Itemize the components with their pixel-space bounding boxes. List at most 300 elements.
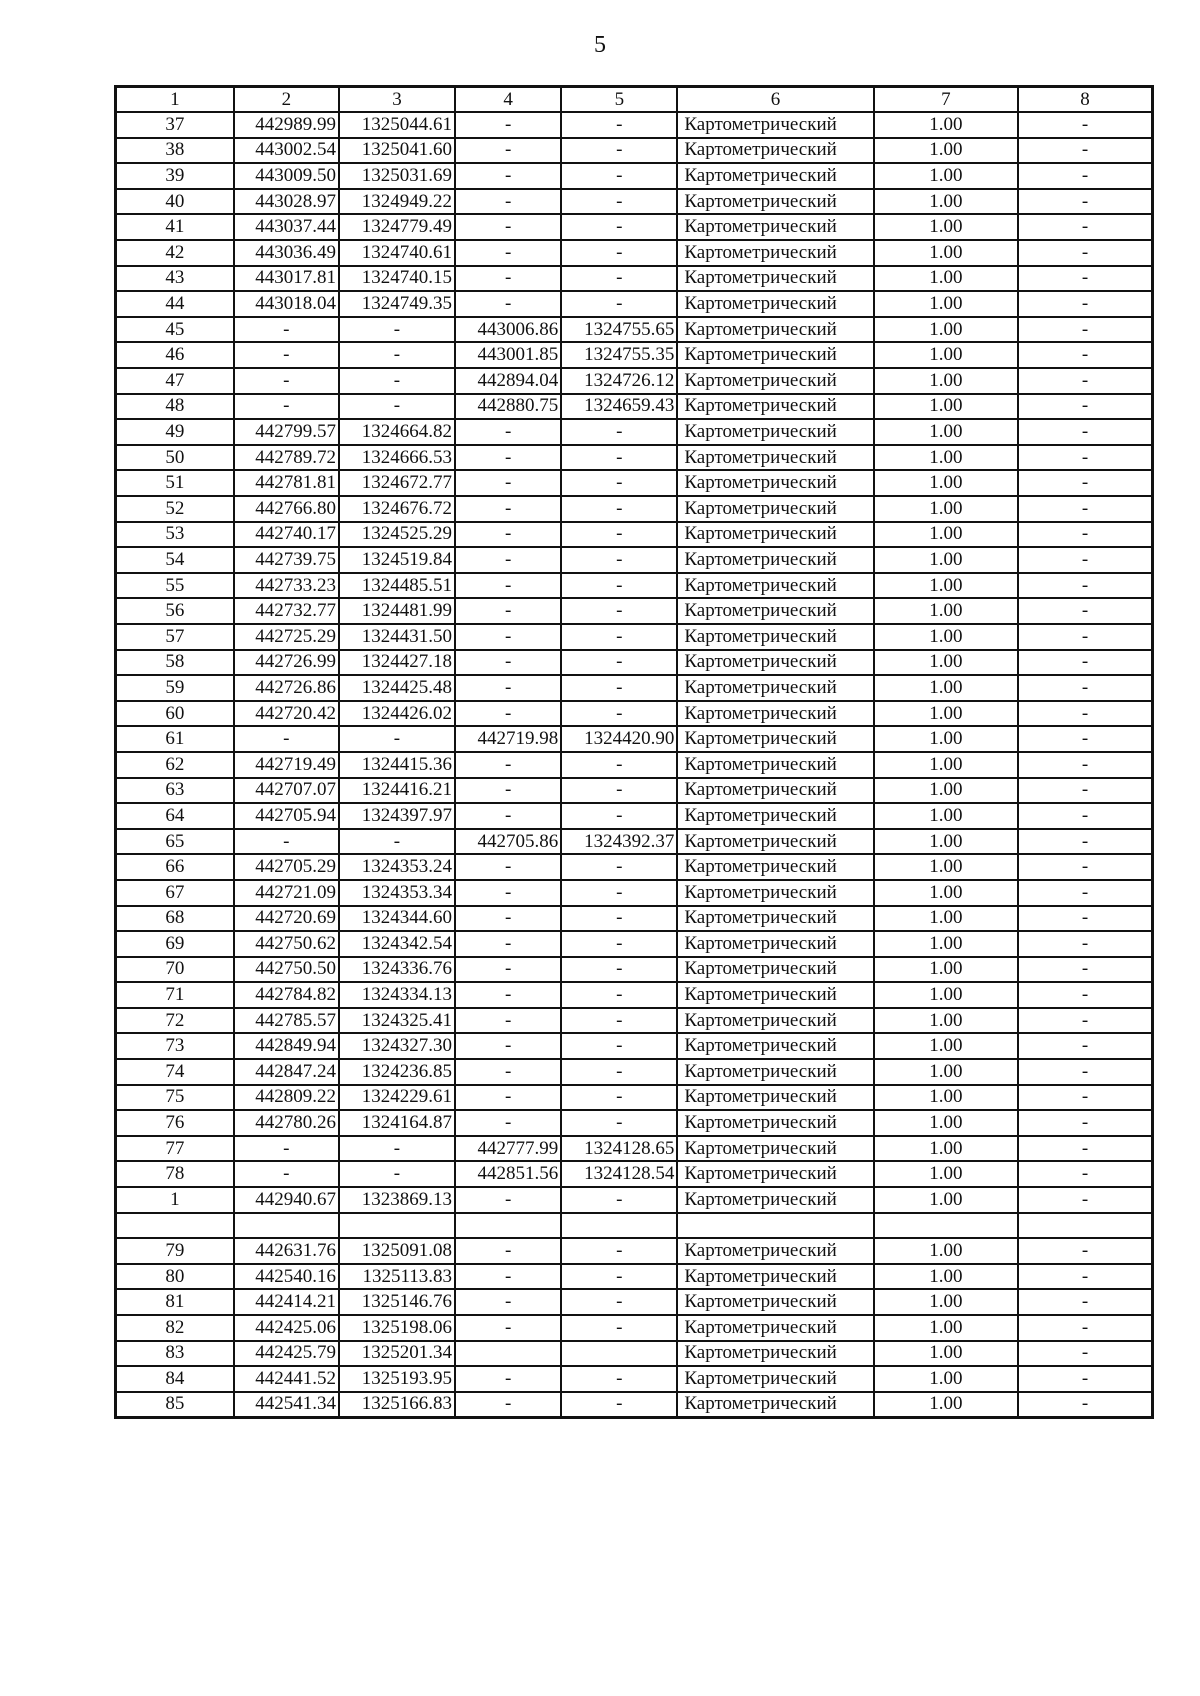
accuracy-cell: 1.00 bbox=[874, 266, 1018, 292]
x-coord-alt-cell: 442705.86 bbox=[455, 829, 561, 855]
y-coord-alt-cell: 1324659.43 bbox=[561, 394, 677, 420]
x-coord-alt-cell: 443001.85 bbox=[455, 342, 561, 368]
point-number-cell: 1 bbox=[116, 1187, 234, 1213]
y-coord-alt-cell: 1324392.37 bbox=[561, 829, 677, 855]
accuracy-cell: 1.00 bbox=[874, 240, 1018, 266]
point-number-cell: 46 bbox=[116, 342, 234, 368]
accuracy-cell: 1.00 bbox=[874, 1264, 1018, 1290]
table-row bbox=[116, 957, 1153, 983]
x-coord-alt-cell: - bbox=[455, 982, 561, 1008]
x-coord-alt-cell bbox=[455, 1341, 561, 1367]
accuracy-cell: 1.00 bbox=[874, 394, 1018, 420]
accuracy-cell: 1.00 bbox=[874, 522, 1018, 548]
method-cell: Картометрический bbox=[677, 1059, 873, 1085]
x-coord-alt-cell: - bbox=[455, 1289, 561, 1315]
y-coord-alt-cell: - bbox=[561, 496, 677, 522]
note-cell: - bbox=[1018, 317, 1153, 343]
point-number-cell: 61 bbox=[116, 726, 234, 752]
method-cell: Картометрический bbox=[677, 1289, 873, 1315]
method-cell: Картометрический bbox=[677, 189, 873, 215]
table-row bbox=[116, 317, 1153, 343]
table-row bbox=[116, 1213, 1153, 1239]
y-coord-cell: 1324353.24 bbox=[339, 854, 455, 880]
x-coord-cell: 442780.26 bbox=[234, 1110, 339, 1136]
y-coord-cell: 1325091.08 bbox=[339, 1238, 455, 1264]
note-cell: - bbox=[1018, 701, 1153, 727]
y-coord-cell: 1324485.51 bbox=[339, 573, 455, 599]
y-coord-cell: 1324425.48 bbox=[339, 675, 455, 701]
y-coord-cell: 1325193.95 bbox=[339, 1366, 455, 1392]
x-coord-alt-cell: - bbox=[455, 778, 561, 804]
table-row bbox=[116, 445, 1153, 471]
accuracy-cell: 1.00 bbox=[874, 1161, 1018, 1187]
y-coord-alt-cell: - bbox=[561, 778, 677, 804]
x-coord-alt-cell: - bbox=[455, 957, 561, 983]
note-cell: - bbox=[1018, 1341, 1153, 1367]
accuracy-cell: 1.00 bbox=[874, 368, 1018, 394]
x-coord-alt-cell: 442719.98 bbox=[455, 726, 561, 752]
method-cell: Картометрический bbox=[677, 163, 873, 189]
x-coord-cell: 442540.16 bbox=[234, 1264, 339, 1290]
y-coord-cell: 1324344.60 bbox=[339, 906, 455, 932]
accuracy-cell: 1.00 bbox=[874, 1187, 1018, 1213]
x-coord-alt-cell: - bbox=[455, 880, 561, 906]
y-coord-alt-cell: - bbox=[561, 624, 677, 650]
table-row bbox=[116, 1033, 1153, 1059]
x-coord-cell: 443037.44 bbox=[234, 214, 339, 240]
table-row bbox=[116, 1008, 1153, 1034]
point-number-cell: 41 bbox=[116, 214, 234, 240]
x-coord-alt-cell: - bbox=[455, 138, 561, 164]
y-coord-alt-cell: - bbox=[561, 675, 677, 701]
method-cell: Картометрический bbox=[677, 214, 873, 240]
x-coord-alt-cell: - bbox=[455, 522, 561, 548]
note-cell: - bbox=[1018, 906, 1153, 932]
y-coord-alt-cell bbox=[561, 1213, 677, 1239]
table-row bbox=[116, 470, 1153, 496]
y-coord-cell: - bbox=[339, 1161, 455, 1187]
accuracy-cell: 1.00 bbox=[874, 803, 1018, 829]
y-coord-cell: 1325044.61 bbox=[339, 112, 455, 138]
column-number-cell: 4 bbox=[455, 87, 561, 113]
note-cell: - bbox=[1018, 445, 1153, 471]
table-row bbox=[116, 803, 1153, 829]
point-number-cell: 66 bbox=[116, 854, 234, 880]
point-number-cell: 57 bbox=[116, 624, 234, 650]
table-row bbox=[116, 1315, 1153, 1341]
method-cell: Картометрический bbox=[677, 522, 873, 548]
x-coord-cell: - bbox=[234, 726, 339, 752]
x-coord-alt-cell: - bbox=[455, 650, 561, 676]
method-cell: Картометрический bbox=[677, 778, 873, 804]
table-row bbox=[116, 1366, 1153, 1392]
table-row bbox=[116, 1187, 1153, 1213]
x-coord-cell: 442781.81 bbox=[234, 470, 339, 496]
x-coord-cell: 442726.86 bbox=[234, 675, 339, 701]
table-row bbox=[116, 1161, 1153, 1187]
x-coord-alt-cell: - bbox=[455, 1033, 561, 1059]
note-cell: - bbox=[1018, 803, 1153, 829]
y-coord-alt-cell bbox=[561, 1341, 677, 1367]
note-cell: - bbox=[1018, 1264, 1153, 1290]
y-coord-cell bbox=[339, 1213, 455, 1239]
point-number-cell: 69 bbox=[116, 931, 234, 957]
table-row bbox=[116, 931, 1153, 957]
table-row bbox=[116, 342, 1153, 368]
x-coord-alt-cell: - bbox=[455, 1315, 561, 1341]
y-coord-cell: 1324431.50 bbox=[339, 624, 455, 650]
y-coord-alt-cell: - bbox=[561, 1059, 677, 1085]
method-cell: Картометрический bbox=[677, 240, 873, 266]
point-number-cell: 80 bbox=[116, 1264, 234, 1290]
y-coord-cell: 1324672.77 bbox=[339, 470, 455, 496]
x-coord-alt-cell: - bbox=[455, 1366, 561, 1392]
note-cell: - bbox=[1018, 573, 1153, 599]
table-row bbox=[116, 1392, 1153, 1418]
point-number-cell: 59 bbox=[116, 675, 234, 701]
y-coord-cell: - bbox=[339, 726, 455, 752]
method-cell: Картометрический bbox=[677, 1366, 873, 1392]
y-coord-cell: 1324519.84 bbox=[339, 547, 455, 573]
method-cell: Картометрический bbox=[677, 1110, 873, 1136]
accuracy-cell: 1.00 bbox=[874, 1238, 1018, 1264]
accuracy-cell: 1.00 bbox=[874, 624, 1018, 650]
y-coord-alt-cell: - bbox=[561, 906, 677, 932]
x-coord-alt-cell: 442880.75 bbox=[455, 394, 561, 420]
x-coord-cell: 442849.94 bbox=[234, 1033, 339, 1059]
accuracy-cell: 1.00 bbox=[874, 317, 1018, 343]
note-cell: - bbox=[1018, 1059, 1153, 1085]
y-coord-cell: 1324749.35 bbox=[339, 291, 455, 317]
x-coord-alt-cell: - bbox=[455, 445, 561, 471]
point-number-cell: 74 bbox=[116, 1059, 234, 1085]
table-row bbox=[116, 982, 1153, 1008]
y-coord-alt-cell: - bbox=[561, 803, 677, 829]
y-coord-alt-cell: - bbox=[561, 598, 677, 624]
x-coord-alt-cell: - bbox=[455, 1392, 561, 1418]
accuracy-cell: 1.00 bbox=[874, 1085, 1018, 1111]
point-number-cell: 71 bbox=[116, 982, 234, 1008]
table-row bbox=[116, 1264, 1153, 1290]
point-number-cell: 70 bbox=[116, 957, 234, 983]
y-coord-cell: 1324427.18 bbox=[339, 650, 455, 676]
table-row bbox=[116, 573, 1153, 599]
table-row bbox=[116, 547, 1153, 573]
method-cell: Картометрический bbox=[677, 573, 873, 599]
y-coord-cell: 1324236.85 bbox=[339, 1059, 455, 1085]
method-cell: Картометрический bbox=[677, 957, 873, 983]
point-number-cell: 62 bbox=[116, 752, 234, 778]
table-row bbox=[116, 906, 1153, 932]
table-row bbox=[116, 291, 1153, 317]
method-cell: Картометрический bbox=[677, 1136, 873, 1162]
method-cell: Картометрический bbox=[677, 650, 873, 676]
y-coord-cell: 1323869.13 bbox=[339, 1187, 455, 1213]
note-cell: - bbox=[1018, 266, 1153, 292]
accuracy-cell: 1.00 bbox=[874, 163, 1018, 189]
point-number-cell: 38 bbox=[116, 138, 234, 164]
method-cell: Картометрический bbox=[677, 470, 873, 496]
point-number-cell: 52 bbox=[116, 496, 234, 522]
accuracy-cell: 1.00 bbox=[874, 829, 1018, 855]
column-number-cell: 6 bbox=[677, 87, 873, 113]
note-cell: - bbox=[1018, 1008, 1153, 1034]
x-coord-cell: 442720.69 bbox=[234, 906, 339, 932]
method-cell: Картометрический bbox=[677, 1085, 873, 1111]
table-row bbox=[116, 829, 1153, 855]
accuracy-cell: 1.00 bbox=[874, 880, 1018, 906]
x-coord-cell: 442541.34 bbox=[234, 1392, 339, 1418]
table-row bbox=[116, 1341, 1153, 1367]
y-coord-alt-cell: 1324726.12 bbox=[561, 368, 677, 394]
method-cell: Картометрический bbox=[677, 1033, 873, 1059]
table-row bbox=[116, 394, 1153, 420]
method-cell: Картометрический bbox=[677, 624, 873, 650]
note-cell: - bbox=[1018, 1136, 1153, 1162]
note-cell: - bbox=[1018, 1033, 1153, 1059]
x-coord-cell: 442784.82 bbox=[234, 982, 339, 1008]
x-coord-cell: 442705.94 bbox=[234, 803, 339, 829]
y-coord-alt-cell: - bbox=[561, 1289, 677, 1315]
table-row bbox=[116, 675, 1153, 701]
y-coord-alt-cell: 1324128.65 bbox=[561, 1136, 677, 1162]
x-coord-cell: - bbox=[234, 317, 339, 343]
column-number-cell: 5 bbox=[561, 87, 677, 113]
accuracy-cell: 1.00 bbox=[874, 675, 1018, 701]
method-cell: Картометрический bbox=[677, 342, 873, 368]
accuracy-cell: 1.00 bbox=[874, 291, 1018, 317]
x-coord-alt-cell: - bbox=[455, 496, 561, 522]
table-row bbox=[116, 701, 1153, 727]
accuracy-cell: 1.00 bbox=[874, 470, 1018, 496]
note-cell: - bbox=[1018, 138, 1153, 164]
y-coord-cell: 1324336.76 bbox=[339, 957, 455, 983]
note-cell: - bbox=[1018, 726, 1153, 752]
table-row bbox=[116, 214, 1153, 240]
y-coord-alt-cell: - bbox=[561, 573, 677, 599]
accuracy-cell bbox=[874, 1213, 1018, 1239]
note-cell: - bbox=[1018, 931, 1153, 957]
x-coord-cell: 442425.79 bbox=[234, 1341, 339, 1367]
y-coord-alt-cell: - bbox=[561, 1033, 677, 1059]
point-number-cell: 76 bbox=[116, 1110, 234, 1136]
point-number-cell: 55 bbox=[116, 573, 234, 599]
x-coord-alt-cell: - bbox=[455, 470, 561, 496]
method-cell: Картометрический bbox=[677, 598, 873, 624]
x-coord-alt-cell: - bbox=[455, 1085, 561, 1111]
note-cell: - bbox=[1018, 957, 1153, 983]
point-number-cell: 72 bbox=[116, 1008, 234, 1034]
y-coord-cell: 1324229.61 bbox=[339, 1085, 455, 1111]
x-coord-alt-cell: - bbox=[455, 931, 561, 957]
x-coord-cell: - bbox=[234, 342, 339, 368]
x-coord-cell: 442414.21 bbox=[234, 1289, 339, 1315]
point-number-cell: 56 bbox=[116, 598, 234, 624]
accuracy-cell: 1.00 bbox=[874, 1315, 1018, 1341]
x-coord-alt-cell: 442777.99 bbox=[455, 1136, 561, 1162]
accuracy-cell: 1.00 bbox=[874, 650, 1018, 676]
x-coord-alt-cell: - bbox=[455, 854, 561, 880]
y-coord-alt-cell: - bbox=[561, 982, 677, 1008]
method-cell: Картометрический bbox=[677, 138, 873, 164]
x-coord-alt-cell: 442851.56 bbox=[455, 1161, 561, 1187]
note-cell: - bbox=[1018, 419, 1153, 445]
point-number-cell: 60 bbox=[116, 701, 234, 727]
y-coord-alt-cell: 1324755.35 bbox=[561, 342, 677, 368]
y-coord-alt-cell: - bbox=[561, 931, 677, 957]
table-row bbox=[116, 522, 1153, 548]
x-coord-alt-cell: - bbox=[455, 163, 561, 189]
x-coord-cell: 442705.29 bbox=[234, 854, 339, 880]
y-coord-alt-cell: - bbox=[561, 650, 677, 676]
method-cell: Картометрический bbox=[677, 854, 873, 880]
x-coord-alt-cell: - bbox=[455, 112, 561, 138]
x-coord-cell: 443018.04 bbox=[234, 291, 339, 317]
x-coord-alt-cell: - bbox=[455, 598, 561, 624]
y-coord-cell: - bbox=[339, 342, 455, 368]
table-row bbox=[116, 624, 1153, 650]
point-number-cell: 39 bbox=[116, 163, 234, 189]
table-header-row bbox=[116, 87, 1153, 113]
y-coord-alt-cell: - bbox=[561, 189, 677, 215]
x-coord-alt-cell: - bbox=[455, 547, 561, 573]
note-cell: - bbox=[1018, 598, 1153, 624]
accuracy-cell: 1.00 bbox=[874, 189, 1018, 215]
y-coord-alt-cell: - bbox=[561, 291, 677, 317]
x-coord-cell: 442740.17 bbox=[234, 522, 339, 548]
note-cell: - bbox=[1018, 829, 1153, 855]
method-cell: Картометрический bbox=[677, 394, 873, 420]
x-coord-cell: - bbox=[234, 829, 339, 855]
y-coord-cell: 1325146.76 bbox=[339, 1289, 455, 1315]
page-number: 5 bbox=[594, 32, 606, 58]
accuracy-cell: 1.00 bbox=[874, 982, 1018, 1008]
table-row bbox=[116, 598, 1153, 624]
y-coord-alt-cell: - bbox=[561, 1187, 677, 1213]
point-number-cell: 48 bbox=[116, 394, 234, 420]
accuracy-cell: 1.00 bbox=[874, 701, 1018, 727]
x-coord-cell: 442720.42 bbox=[234, 701, 339, 727]
y-coord-cell: 1324779.49 bbox=[339, 214, 455, 240]
point-number-cell: 83 bbox=[116, 1341, 234, 1367]
x-coord-alt-cell: - bbox=[455, 624, 561, 650]
y-coord-alt-cell: - bbox=[561, 112, 677, 138]
x-coord-cell bbox=[234, 1213, 339, 1239]
x-coord-cell: 442441.52 bbox=[234, 1366, 339, 1392]
x-coord-cell: 443009.50 bbox=[234, 163, 339, 189]
method-cell: Картометрический bbox=[677, 675, 873, 701]
x-coord-cell: 442707.07 bbox=[234, 778, 339, 804]
method-cell: Картометрический bbox=[677, 1315, 873, 1341]
note-cell: - bbox=[1018, 1392, 1153, 1418]
accuracy-cell: 1.00 bbox=[874, 112, 1018, 138]
x-coord-alt-cell: - bbox=[455, 189, 561, 215]
x-coord-alt-cell: - bbox=[455, 291, 561, 317]
accuracy-cell: 1.00 bbox=[874, 752, 1018, 778]
y-coord-alt-cell: - bbox=[561, 1366, 677, 1392]
point-number-cell: 73 bbox=[116, 1033, 234, 1059]
x-coord-cell: 442425.06 bbox=[234, 1315, 339, 1341]
y-coord-cell: 1324481.99 bbox=[339, 598, 455, 624]
point-number-cell: 58 bbox=[116, 650, 234, 676]
x-coord-alt-cell: - bbox=[455, 906, 561, 932]
y-coord-alt-cell: - bbox=[561, 214, 677, 240]
method-cell: Картометрический bbox=[677, 906, 873, 932]
y-coord-alt-cell: - bbox=[561, 138, 677, 164]
note-cell: - bbox=[1018, 214, 1153, 240]
point-number-cell: 75 bbox=[116, 1085, 234, 1111]
y-coord-cell: 1324353.34 bbox=[339, 880, 455, 906]
y-coord-cell: 1324164.87 bbox=[339, 1110, 455, 1136]
note-cell: - bbox=[1018, 982, 1153, 1008]
y-coord-cell: 1324525.29 bbox=[339, 522, 455, 548]
method-cell: Картометрический bbox=[677, 445, 873, 471]
accuracy-cell: 1.00 bbox=[874, 906, 1018, 932]
x-coord-cell: 443002.54 bbox=[234, 138, 339, 164]
method-cell: Картометрический bbox=[677, 1341, 873, 1367]
method-cell: Картометрический bbox=[677, 496, 873, 522]
x-coord-cell: 442750.50 bbox=[234, 957, 339, 983]
note-cell: - bbox=[1018, 1238, 1153, 1264]
x-coord-cell: 442739.75 bbox=[234, 547, 339, 573]
x-coord-alt-cell: - bbox=[455, 1264, 561, 1290]
y-coord-cell: 1325031.69 bbox=[339, 163, 455, 189]
accuracy-cell: 1.00 bbox=[874, 1136, 1018, 1162]
y-coord-alt-cell: 1324128.54 bbox=[561, 1161, 677, 1187]
method-cell: Картометрический bbox=[677, 368, 873, 394]
note-cell: - bbox=[1018, 496, 1153, 522]
x-coord-cell: 443036.49 bbox=[234, 240, 339, 266]
accuracy-cell: 1.00 bbox=[874, 726, 1018, 752]
accuracy-cell: 1.00 bbox=[874, 419, 1018, 445]
accuracy-cell: 1.00 bbox=[874, 138, 1018, 164]
method-cell: Картометрический bbox=[677, 931, 873, 957]
accuracy-cell: 1.00 bbox=[874, 1289, 1018, 1315]
point-number-cell: 54 bbox=[116, 547, 234, 573]
column-number-cell: 8 bbox=[1018, 87, 1153, 113]
x-coord-alt-cell: - bbox=[455, 573, 561, 599]
note-cell: - bbox=[1018, 522, 1153, 548]
x-coord-cell: 442799.57 bbox=[234, 419, 339, 445]
method-cell: Картометрический bbox=[677, 829, 873, 855]
x-coord-cell: - bbox=[234, 1161, 339, 1187]
point-number-cell: 50 bbox=[116, 445, 234, 471]
table-row bbox=[116, 240, 1153, 266]
y-coord-cell: 1325113.83 bbox=[339, 1264, 455, 1290]
x-coord-cell: 442940.67 bbox=[234, 1187, 339, 1213]
y-coord-cell: 1324325.41 bbox=[339, 1008, 455, 1034]
x-coord-cell: 442631.76 bbox=[234, 1238, 339, 1264]
method-cell: Картометрический bbox=[677, 1161, 873, 1187]
y-coord-alt-cell: - bbox=[561, 1392, 677, 1418]
x-coord-alt-cell bbox=[455, 1213, 561, 1239]
point-number-cell: 77 bbox=[116, 1136, 234, 1162]
y-coord-alt-cell: - bbox=[561, 419, 677, 445]
x-coord-alt-cell: - bbox=[455, 1008, 561, 1034]
x-coord-alt-cell: 443006.86 bbox=[455, 317, 561, 343]
note-cell: - bbox=[1018, 368, 1153, 394]
note-cell: - bbox=[1018, 1187, 1153, 1213]
method-cell: Картометрический bbox=[677, 1392, 873, 1418]
table-row bbox=[116, 189, 1153, 215]
note-cell: - bbox=[1018, 650, 1153, 676]
column-number-cell: 1 bbox=[116, 87, 234, 113]
x-coord-cell: 442732.77 bbox=[234, 598, 339, 624]
table-row bbox=[116, 496, 1153, 522]
accuracy-cell: 1.00 bbox=[874, 214, 1018, 240]
x-coord-alt-cell: - bbox=[455, 419, 561, 445]
point-number-cell bbox=[116, 1213, 234, 1239]
